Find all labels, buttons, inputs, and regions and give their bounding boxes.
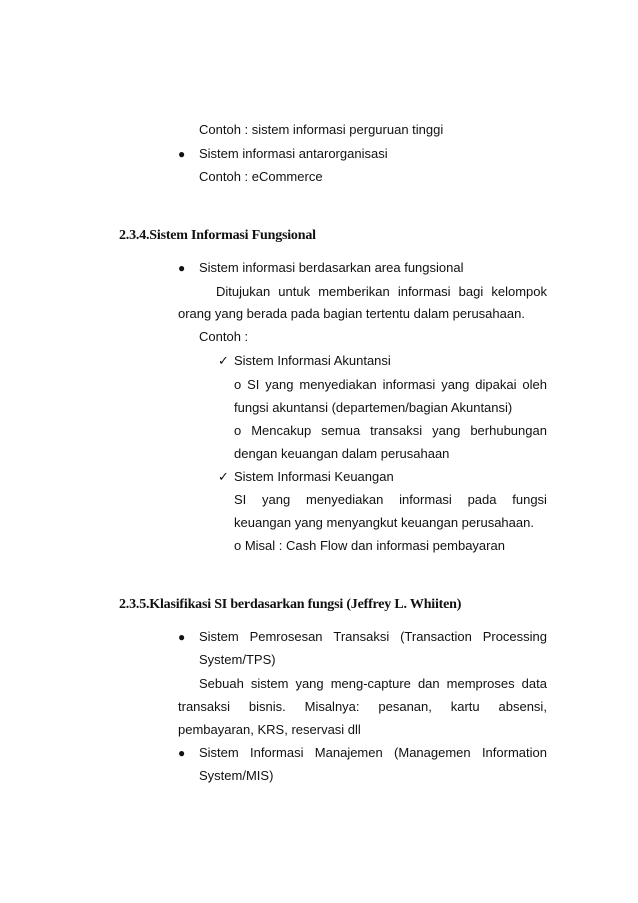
mis-line-1: Sistem Informasi Manajemen (Managemen Information — [199, 745, 547, 760]
akuntansi-o2-line-2: dengan keuangan dalam perusahaan — [234, 446, 450, 461]
keuangan-line-3: o Misal : Cash Flow dan informasi pembayaran — [234, 538, 505, 553]
section-heading-2-3-4: 2.3.4.Sistem Informasi Fungsional — [119, 228, 316, 243]
checkmark-icon: ✓ — [218, 469, 229, 484]
bullet-icon: ● — [178, 261, 186, 275]
akuntansi-o1-line-1: o SI yang menyediakan informasi yang dipakai oleh — [234, 377, 547, 392]
tps-desc-line-1: Sebuah sistem yang meng-capture dan memproses data — [199, 676, 547, 691]
keuangan-title: Sistem Informasi Keuangan — [234, 469, 394, 484]
bullet-icon: ● — [178, 147, 186, 161]
bullet-icon: ● — [178, 746, 186, 760]
akuntansi-o1-line-2: fungsi akuntansi (departemen/bagian Akuntansi) — [234, 400, 513, 415]
contoh-ecommerce: Contoh : eCommerce — [199, 169, 323, 184]
akuntansi-title: Sistem Informasi Akuntansi — [234, 353, 391, 368]
contoh-label: Contoh : — [199, 329, 249, 344]
akuntansi-o2-line-1: o Mencakup semua transaksi yang berhubungan — [234, 423, 547, 438]
bullet-antarorganisasi: Sistem informasi antarorganisasi — [199, 146, 388, 161]
checkmark-icon: ✓ — [218, 353, 229, 368]
mis-line-2: System/MIS) — [199, 768, 274, 783]
section-heading-2-3-5: 2.3.5.Klasifikasi SI berdasarkan fungsi (Jeffrey L. Whiiten) — [119, 597, 462, 612]
contoh-perguruan-tinggi: Contoh : sistem informasi perguruan tinggi — [199, 122, 444, 137]
keuangan-line-2: keuangan yang menyangkut keuangan perusahaan. — [234, 515, 534, 530]
tps-line-1: Sistem Pemrosesan Transaksi (Transaction Processing — [199, 629, 547, 644]
keuangan-line-1: SI yang menyediakan informasi pada fungsi — [234, 492, 547, 507]
paragraph-line-1: Ditujukan untuk memberikan informasi bagi kelompok — [216, 284, 547, 299]
tps-line-2: System/TPS) — [199, 652, 276, 667]
tps-desc-line-2: transaksi bisnis. Misalnya: pesanan, kartu absensi, — [178, 699, 547, 714]
tps-desc-line-3: pembayaran, KRS, reservasi dll — [178, 722, 361, 737]
bullet-area-fungsional: Sistem informasi berdasarkan area fungsional — [199, 260, 464, 275]
paragraph-line-2: orang yang berada pada bagian tertentu dalam perusahaan. — [178, 306, 525, 321]
bullet-icon: ● — [178, 630, 186, 644]
